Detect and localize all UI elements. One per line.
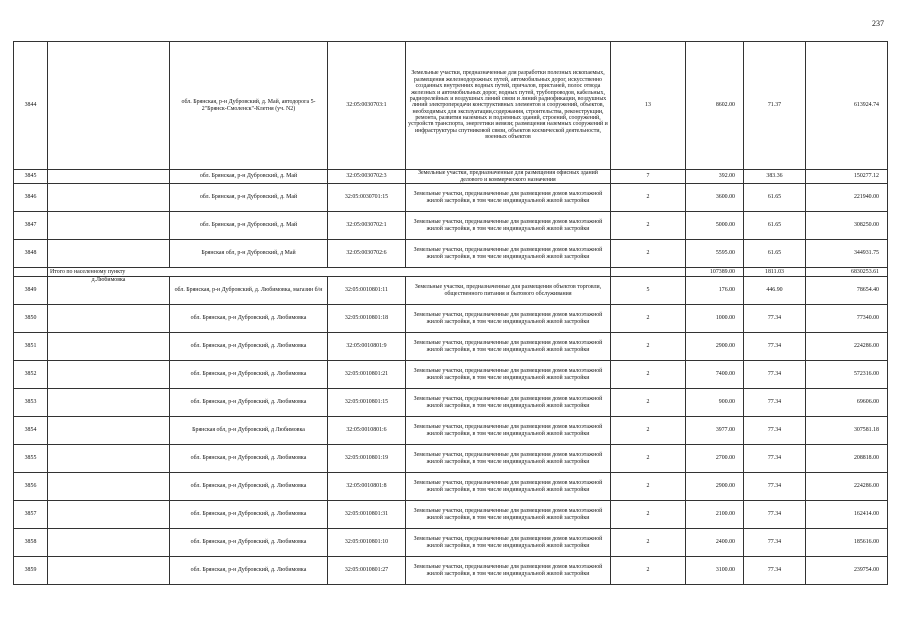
specific-cadastral-value: 383.36 <box>744 170 806 184</box>
land-use-type: Земельные участки, предназначенные для размещения домов малоэтажной жилой застройки, в том числе индивидуальной жилой застройки <box>406 417 611 445</box>
cadastral-number: 32:05:0030702:6 <box>328 240 406 268</box>
area-value: 176.00 <box>686 277 744 305</box>
area-value: 2700.00 <box>686 445 744 473</box>
cadastral-value: 239754.00 <box>806 557 888 585</box>
address-cell: обл. Брянская, р-н Дубровский, д. Любимовка <box>170 361 328 389</box>
use-group-number: 2 <box>611 557 686 585</box>
cadastral-value: 221940.00 <box>806 184 888 212</box>
cadastral-number: 32:05:0010801:11 <box>328 277 406 305</box>
address-cell: Брянская обл, р-н Дубровский, д Любимовка <box>170 417 328 445</box>
address-cell: обл. Брянская, р-н Дубровский, д. Любимовка <box>170 305 328 333</box>
total-value: 6830253.61 <box>806 268 888 277</box>
cadastral-value: 78654.40 <box>806 277 888 305</box>
row-number: 3845 <box>14 170 48 184</box>
use-group-number: 2 <box>611 305 686 333</box>
area-value: 1000.00 <box>686 305 744 333</box>
table-row <box>14 473 888 501</box>
table-row <box>14 305 888 333</box>
row-number: 3847 <box>14 212 48 240</box>
cadastral-number: 32:05:0010801:8 <box>328 473 406 501</box>
table-row <box>14 184 888 212</box>
address-cell: обл. Брянская, р-н Дубровский, д. Май <box>170 184 328 212</box>
table-row <box>14 501 888 529</box>
cadastral-value: 185616.00 <box>806 529 888 557</box>
use-group-number: 2 <box>611 501 686 529</box>
cadastral-number: 32:05:0010801:10 <box>328 529 406 557</box>
use-group-number: 2 <box>611 473 686 501</box>
settlement-name <box>48 212 170 240</box>
address-cell: обл. Брянская, р-н Дубровский, д. Любимовка <box>170 529 328 557</box>
cadastral-value: 208818.00 <box>806 445 888 473</box>
cadastral-value: 69606.00 <box>806 389 888 417</box>
row-number: 3851 <box>14 333 48 361</box>
use-group-number: 2 <box>611 417 686 445</box>
row-number: 3850 <box>14 305 48 333</box>
cadastral-value: 344931.75 <box>806 240 888 268</box>
specific-cadastral-value: 71.37 <box>744 42 806 170</box>
settlement-name <box>48 170 170 184</box>
land-use-type: Земельные участки, предназначенные для размещения домов малоэтажной жилой застройки, в том числе индивидуальной жилой застройки <box>406 333 611 361</box>
cadastral-number: 32:05:0010801:15 <box>328 389 406 417</box>
table-row <box>14 361 888 389</box>
settlement-name <box>48 240 170 268</box>
cadastral-number: 32:05:0010801:27 <box>328 557 406 585</box>
settlement-name <box>48 501 170 529</box>
land-use-type: Земельные участки, предназначенные для размещения домов малоэтажной жилой застройки, в том числе индивидуальной жилой застройки <box>406 389 611 417</box>
settlement-name <box>48 417 170 445</box>
area-value: 900.00 <box>686 389 744 417</box>
total-rate: 1811.03 <box>744 268 806 277</box>
cadastral-number: 32:05:0010801:18 <box>328 305 406 333</box>
settlement-name <box>48 361 170 389</box>
cadastral-number: 32:05:0030701:15 <box>328 184 406 212</box>
address-cell: обл. Брянская, р-н Дубровский, д. Май <box>170 170 328 184</box>
land-use-type: Земельные участки, предназначенные для размещения домов малоэтажной жилой застройки, в том числе индивидуальной жилой застройки <box>406 445 611 473</box>
use-group-number: 2 <box>611 184 686 212</box>
row-number: 3858 <box>14 529 48 557</box>
land-use-type: Земельные участки, предназначенные для размещения домов малоэтажной жилой застройки, в том числе индивидуальной жилой застройки <box>406 361 611 389</box>
cadastral-value: 572316.00 <box>806 361 888 389</box>
address-cell: обл. Брянская, р-н Дубровский, д. Любимовка, магазин б/н <box>170 277 328 305</box>
address-cell: обл. Брянская, р-н Дубровский, д. Любимовка <box>170 557 328 585</box>
cadastral-number: 32:05:0030702:3 <box>328 170 406 184</box>
land-use-type: Земельные участки, предназначенные для разработки полезных ископаемых, размещения железнодорожных путей, автомобильных дорог, искусственно созданных внутренних водных путей, причалов, пристаней, полос отвода железных и автомобильных дорог, водных путей, трубопроводов, кабельных, радиорелейных и воздушных линий связи и линий радиофикации, воздушных линий электропередачи конструктивных элементов и сооружений, объектов, необходимых для эксплуатации,содержания, строительства, реконструкции, ремонта, развития наземных и подземных зданий, строений, сооружений, устройств транспорта, энергетики иевязи; размещения наземных сооружений и инфраструктуры спутниковой связи, объектов космической деятельности, военных объектов <box>406 42 611 170</box>
use-group-number: 7 <box>611 170 686 184</box>
area-value: 2900.00 <box>686 333 744 361</box>
settlement-name: д.Любимовка <box>48 277 170 305</box>
row-number: 3852 <box>14 361 48 389</box>
table-row <box>14 445 888 473</box>
row-number: 3853 <box>14 389 48 417</box>
cadastral-number: 32:05:0010801:9 <box>328 333 406 361</box>
total-num-cell <box>14 268 48 277</box>
table-row <box>14 170 888 184</box>
table-row <box>14 240 888 268</box>
table-row <box>14 417 888 445</box>
land-use-type: Земельные участки, предназначенные для размещения домов малоэтажной жилой застройки, в том числе индивидуальной жилой застройки <box>406 501 611 529</box>
land-use-type: Земельные участки, предназначенные для размещения домов малоэтажной жилой застройки, в том числе индивидуальной жилой застройки <box>406 473 611 501</box>
cadastral-value: 77340.00 <box>806 305 888 333</box>
specific-cadastral-value: 77.34 <box>744 361 806 389</box>
land-use-type: Земельные участки, предназначенные для размещения домов малоэтажной жилой застройки, в том числе индивидуальной жилой застройки <box>406 184 611 212</box>
specific-cadastral-value: 77.34 <box>744 501 806 529</box>
row-number: 3848 <box>14 240 48 268</box>
cadastral-value: 308250.00 <box>806 212 888 240</box>
land-use-type: Земельные участки, предназначенные для размещения объектов торговли, общественного питания и бытового обслуживания <box>406 277 611 305</box>
specific-cadastral-value: 77.34 <box>744 445 806 473</box>
area-value: 5595.00 <box>686 240 744 268</box>
table-row <box>14 42 888 170</box>
row-number: 3857 <box>14 501 48 529</box>
settlement-name <box>48 473 170 501</box>
area-value: 2100.00 <box>686 501 744 529</box>
cadastral-number: 32:05:0030702:1 <box>328 212 406 240</box>
specific-cadastral-value: 61.65 <box>744 212 806 240</box>
address-cell: обл. Брянская, р-н Дубровский, д. Любимовка <box>170 445 328 473</box>
settlement-name <box>48 42 170 170</box>
address-cell: обл. Брянская, р-н Дубровский, д. Любимовка <box>170 389 328 417</box>
use-group-number: 5 <box>611 277 686 305</box>
row-number: 3859 <box>14 557 48 585</box>
cadastral-value: 307581.18 <box>806 417 888 445</box>
row-number: 3856 <box>14 473 48 501</box>
address-cell: обл. Брянская, р-н Дубровский, д. Май, автодорога 5-2"Брянск-Смоленск"-Клетня (уч. N2) <box>170 42 328 170</box>
cadastral-number: 32:05:0010801:6 <box>328 417 406 445</box>
row-number: 3855 <box>14 445 48 473</box>
address-cell: обл. Брянская, р-н Дубровский, д. Май <box>170 212 328 240</box>
land-use-type: Земельные участки, предназначенные для размещения домов малоэтажной жилой застройки, в том числе индивидуальной жилой застройки <box>406 557 611 585</box>
address-cell: Брянская обл, р-н Дубровский, д Май <box>170 240 328 268</box>
cadastral-value: 150277.12 <box>806 170 888 184</box>
use-group-number: 2 <box>611 529 686 557</box>
specific-cadastral-value: 77.34 <box>744 557 806 585</box>
land-use-type: Земельные участки, предназначенные для размещения домов малоэтажной жилой застройки, в том числе индивидуальной жилой застройки <box>406 240 611 268</box>
settlement-name <box>48 184 170 212</box>
table-row <box>14 333 888 361</box>
row-number: 3849 <box>14 277 48 305</box>
use-group-number: 2 <box>611 333 686 361</box>
settlement-name <box>48 557 170 585</box>
cadastral-value: 224286.00 <box>806 333 888 361</box>
area-value: 8602.00 <box>686 42 744 170</box>
land-use-type: Земельные участки, предназначенные для размещения домов малоэтажной жилой застройки, в том числе индивидуальной жилой застройки <box>406 529 611 557</box>
use-group-number: 13 <box>611 42 686 170</box>
row-number: 3844 <box>14 42 48 170</box>
specific-cadastral-value: 61.65 <box>744 184 806 212</box>
land-use-type: Земельные участки, предназначенные для размещения офисных зданий делового и коммерческого назначения <box>406 170 611 184</box>
land-use-type: Земельные участки, предназначенные для размещения домов малоэтажной жилой застройки, в том числе индивидуальной жилой застройки <box>406 305 611 333</box>
table-row <box>14 389 888 417</box>
specific-cadastral-value: 77.34 <box>744 529 806 557</box>
cadastral-number: 32:05:0010801:19 <box>328 445 406 473</box>
cadastral-number: 32:05:0010801:21 <box>328 361 406 389</box>
area-value: 7400.00 <box>686 361 744 389</box>
settlement-name <box>48 445 170 473</box>
table-row <box>14 557 888 585</box>
row-number: 3846 <box>14 184 48 212</box>
table-row <box>14 212 888 240</box>
specific-cadastral-value: 77.34 <box>744 389 806 417</box>
use-group-number: 2 <box>611 445 686 473</box>
area-value: 5000.00 <box>686 212 744 240</box>
specific-cadastral-value: 77.34 <box>744 333 806 361</box>
specific-cadastral-value: 77.34 <box>744 417 806 445</box>
address-cell: обл. Брянская, р-н Дубровский, д. Любимовка <box>170 501 328 529</box>
use-group-number: 2 <box>611 212 686 240</box>
table-row <box>14 277 888 305</box>
total-label: Итого по населенному пункту <box>48 268 611 277</box>
area-value: 3600.00 <box>686 184 744 212</box>
total-group-cell <box>611 268 686 277</box>
area-value: 3100.00 <box>686 557 744 585</box>
land-use-type: Земельные участки, предназначенные для размещения домов малоэтажной жилой застройки, в том числе индивидуальной жилой застройки <box>406 212 611 240</box>
settlement-name <box>48 333 170 361</box>
area-value: 2900.00 <box>686 473 744 501</box>
specific-cadastral-value: 446.90 <box>744 277 806 305</box>
address-cell: обл. Брянская, р-н Дубровский, д. Любимовка <box>170 473 328 501</box>
area-value: 2400.00 <box>686 529 744 557</box>
cadastral-number: 32:05:0010801:31 <box>328 501 406 529</box>
specific-cadastral-value: 77.34 <box>744 473 806 501</box>
use-group-number: 2 <box>611 389 686 417</box>
cadastral-value-table <box>13 41 888 585</box>
use-group-number: 2 <box>611 240 686 268</box>
area-value: 392.00 <box>686 170 744 184</box>
settlement-name <box>48 529 170 557</box>
cadastral-number: 32:05:0030703:1 <box>328 42 406 170</box>
cadastral-value: 162414.00 <box>806 501 888 529</box>
settlement-name <box>48 305 170 333</box>
total-area: 107389.00 <box>686 268 744 277</box>
use-group-number: 2 <box>611 361 686 389</box>
address-cell: обл. Брянская, р-н Дубровский, д. Любимовка <box>170 333 328 361</box>
table-row <box>14 529 888 557</box>
specific-cadastral-value: 61.65 <box>744 240 806 268</box>
settlement-total-row <box>14 268 888 277</box>
area-value: 3977.00 <box>686 417 744 445</box>
cadastral-value: 613924.74 <box>806 42 888 170</box>
cadastral-value: 224286.00 <box>806 473 888 501</box>
row-number: 3854 <box>14 417 48 445</box>
page-number: 237 <box>872 19 884 28</box>
settlement-name <box>48 389 170 417</box>
specific-cadastral-value: 77.34 <box>744 305 806 333</box>
